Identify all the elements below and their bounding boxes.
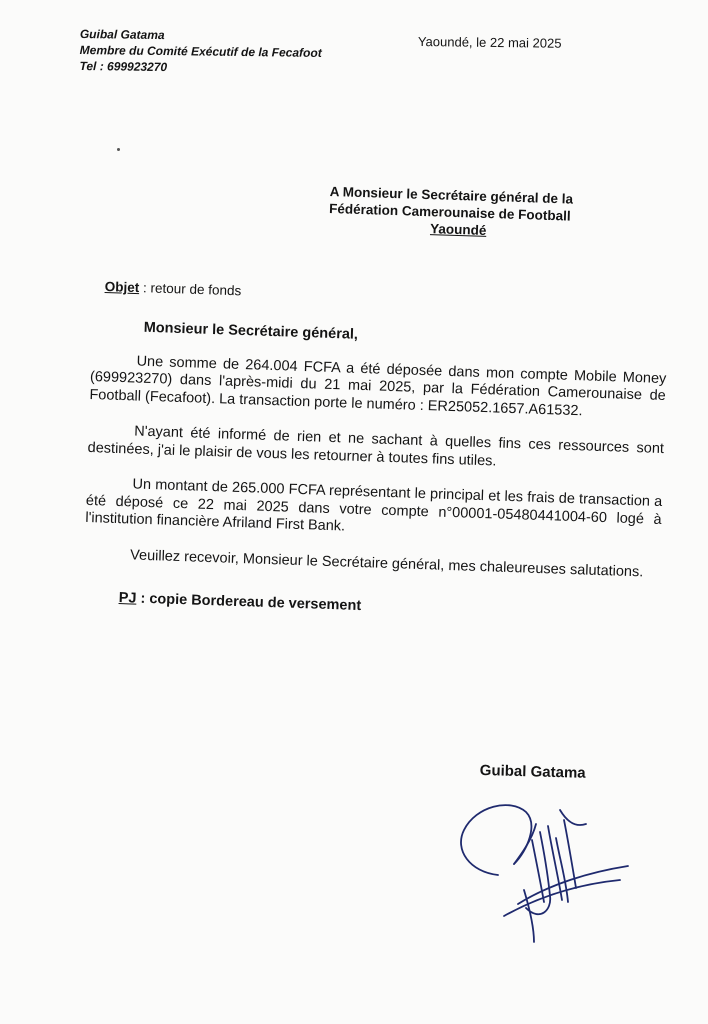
paragraph-return: N'ayant été informé de rien et ne sachant à quelles fins ces ressources sont destinées, j'ai le plaisir de vous les retourner à toutes fins utiles. bbox=[87, 423, 665, 469]
sender-role: Membre du Comité Exécutif de la Fecafoot bbox=[79, 42, 322, 60]
attachment-label: PJ bbox=[118, 590, 137, 607]
paper-speck bbox=[117, 148, 120, 151]
paragraph-deposit: Une somme de 264.004 FCFA a été déposée dans mon compte Mobile Money (699923270) dans l'après-midi du 21 mai 2025, par la Fédération Camerounaise de Football (Fecafoot). La transaction porte le numéro : ER25052.1657.A61532. bbox=[89, 353, 667, 419]
salutation: Monsieur le Secrétaire général, bbox=[143, 319, 359, 343]
subject-text: : retour de fonds bbox=[139, 280, 242, 299]
recipient-city: Yaoundé bbox=[429, 221, 487, 238]
letter-body bbox=[82, 318, 668, 643]
paragraph-closing: Veuillez recevoir, Monsieur le Secrétaire général, mes chaleureuses salutations. bbox=[129, 546, 644, 580]
paragraph-transfer: Un montant de 265.000 FCFA représentant le principal et les frais de transaction a été déposé ce 22 mai 2025 dans votre compte n°00001-05480441004-60 logé à l'institution financière Afriland First Bank. bbox=[85, 476, 663, 535]
subject-line bbox=[105, 279, 242, 298]
signer-name: Guibal Gatama bbox=[479, 762, 586, 782]
sender-name: Guibal Gatama bbox=[79, 26, 165, 43]
handwritten-signature-icon bbox=[440, 780, 630, 950]
attachment-text: : copie Bordereau de versement bbox=[136, 590, 362, 615]
sender-phone: Tel : 699923270 bbox=[79, 58, 168, 75]
sender-block bbox=[79, 26, 322, 77]
subject-label: Objet bbox=[104, 279, 140, 296]
attachment-line bbox=[82, 589, 658, 626]
recipient-line-1: A Monsieur le Secrétaire général de la bbox=[329, 183, 574, 207]
recipient-line-2: Fédération Camerounaise de Football bbox=[328, 200, 571, 224]
recipient-block bbox=[328, 183, 573, 242]
place-and-date: Yaoundé, le 22 mai 2025 bbox=[417, 34, 562, 51]
